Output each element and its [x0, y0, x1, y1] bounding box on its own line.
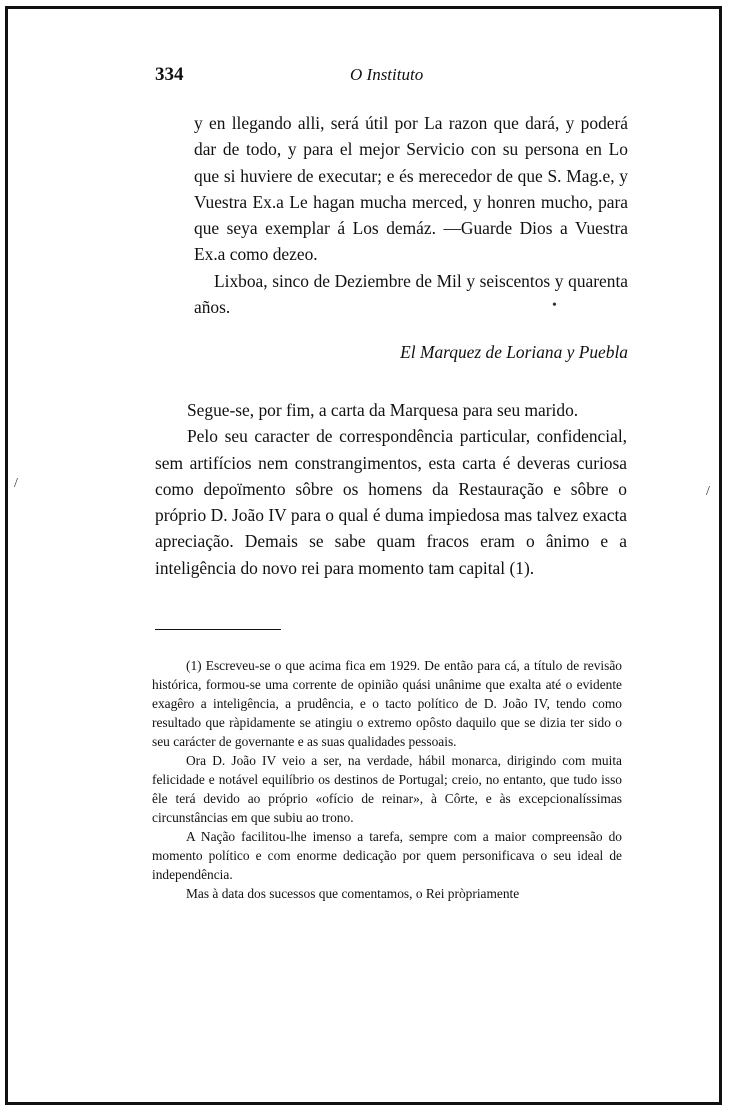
body-paragraph: Pelo seu caracter de correspondência particular, confidencial, sem artifícios nem constrangimentos, esta carta é deveras curiosa como depoïmento sôbre os homens da Restauração e sôbre o próprio D. João IV para o qual é duma impiedosa mas talvez exacta apreciação. Demais se sabe quam fracos eram o ânimo e a inteligência do novo rei para momento tam capital (1). — [155, 426, 627, 578]
body-paragraph: Segue-se, por fim, a carta da Marquesa para seu marido. — [187, 400, 579, 420]
page-header — [155, 64, 625, 88]
stray-mark: / — [706, 484, 710, 499]
footnote-divider — [155, 629, 281, 630]
footnote — [152, 656, 622, 903]
letter-signature: El Marquez de Loriana y Puebla — [400, 342, 628, 363]
main-text — [155, 397, 627, 581]
running-title: O Instituto — [350, 65, 424, 84]
footnote-paragraph: Ora D. João IV veio a ser, na verdade, hábil monarca, dirigindo com muita felicidade e notável equilíbrio os destinos de Portugal; creio, no entanto, que tudo isso êle terá devido ao próprio «ofício de reinar», à Côrte, e às excepcionalíssimas circunstâncias em que subiu ao trono. — [152, 753, 622, 825]
footnote-paragraph: Mas à data dos sucessos que comentamos, o Rei pròpriamente — [186, 886, 520, 901]
letter-paragraph: y en llegando alli, será útil por La razon que dará, y poderá dar de todo, y para el mejor Servicio con su persona en Lo que si huviere de executar; e és merecedor de que S. Mag.e, y Vuestra Ex.a Le hagan mucha merced, y honren mucho, para que seya exemplar á Los demáz. —Guarde Dios a Vuestra Ex.a como dezeo. — [194, 113, 628, 265]
stray-mark: / — [14, 476, 18, 491]
stray-mark: • — [552, 298, 557, 313]
page-number: 334 — [155, 64, 184, 85]
quoted-letter — [194, 110, 628, 366]
letter-date-paragraph: Lixboa, sinco de Deziembre de Mil y seiscentos y quarenta años. — [194, 270, 628, 318]
footnote-paragraph: A Nação facilitou-lhe imenso a tarefa, sempre com a maior compreensão do momento político e com enorme dedicação por quem personificava o seu ideal de independência. — [152, 829, 622, 882]
footnote-paragraph: (1) Escreveu-se o que acima fica em 1929. De então para cá, a título de revisão histórica, formou-se uma corrente de opinião quási unânime que exalta até o evidente exagêro a inteligência, a prudência, e o tacto político de D. João IV, tendo como resultado que ràpidamente se atingiu o extremo opôsto daquilo que se dizia ter sido o seu carácter de governante e as suas qualidades pessoais. — [152, 658, 622, 749]
